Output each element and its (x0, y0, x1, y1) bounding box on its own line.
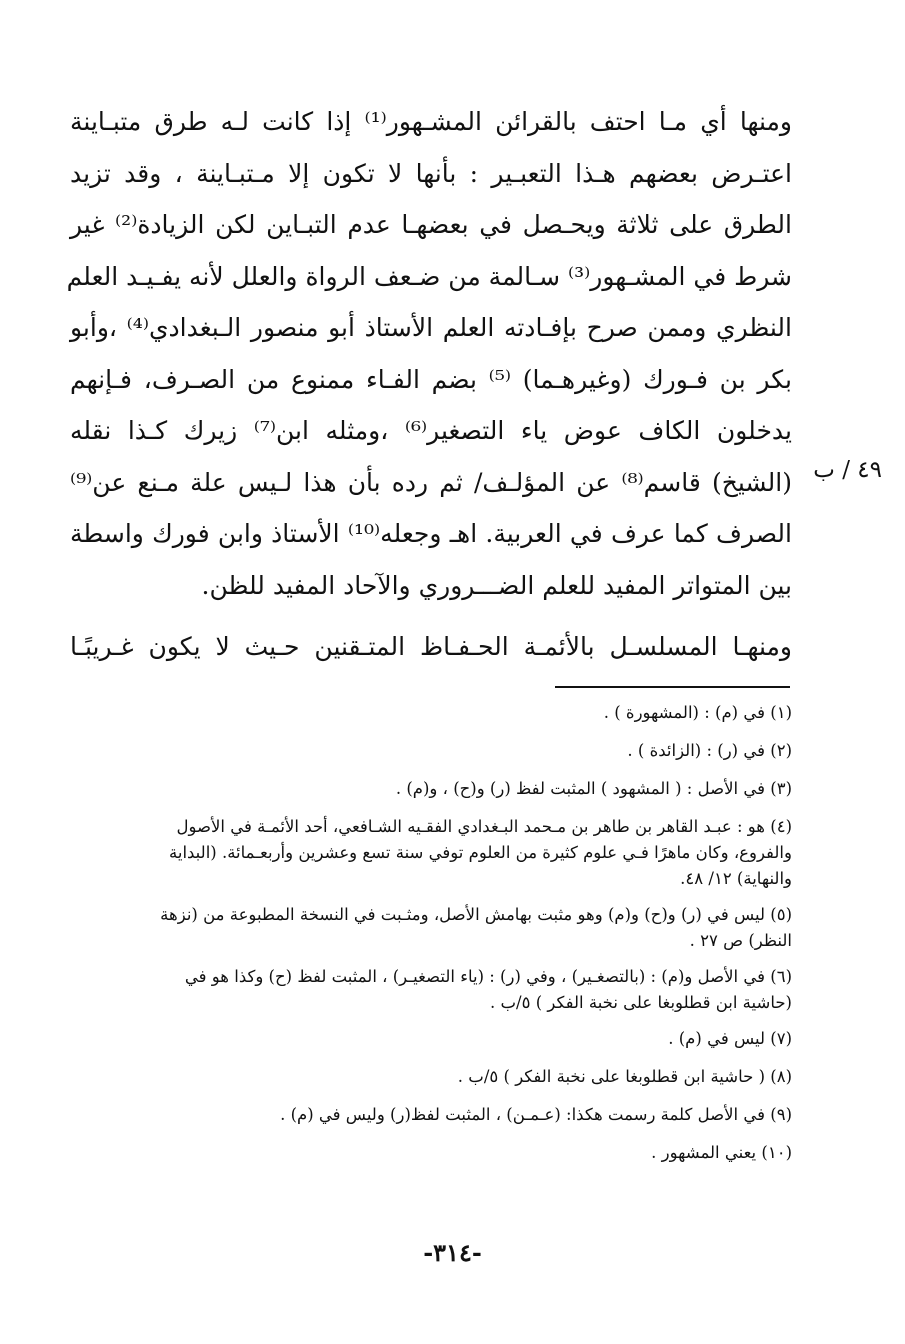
footnote (70, 1064, 792, 1090)
text-line: الصرف كما عرف في العربية. اهـ وجعله⁽¹⁰⁾ الأستاذ وابن فورك واسطة (70, 519, 792, 548)
footnote (70, 700, 792, 726)
paragraph-2 (70, 621, 792, 673)
page-number: -٣١٤- (423, 1238, 482, 1267)
footnote (70, 902, 792, 954)
footnote (70, 1102, 792, 1128)
footnote-line: والفروع، وكان ماهرًا فـي علوم كثيرة من العلوم توفي سنة تسع وعشرين وأربعـمائة. (البداية (169, 843, 792, 862)
footnote (70, 1140, 792, 1166)
folio-margin-note: ٤٩ / ب (813, 457, 882, 483)
footnote-line: (١) في (م) : (المشهورة ) . (603, 703, 792, 722)
text-line: يدخلون الكاف عوض ياء التصغير⁽⁶⁾ ،ومثله ابن⁽⁷⁾ زيرك كـذا نقله (70, 416, 792, 445)
text-line: ومنها أي مـا احتف بالقرائن المشـهور⁽¹⁾ إذا كانت لـه طرق متبـاينة (70, 107, 792, 136)
footnote-line: (٧) ليس في (م) . (668, 1029, 792, 1048)
footnote (70, 776, 792, 802)
footnote-line: النظر) ص ٢٧ . (689, 931, 792, 950)
text-line: بكر بن فـورك (وغيرهـما) ⁽⁵⁾ بضم الفـاء ممنوع من الصـرف، فـإنهم (70, 364, 792, 394)
text-line: الطرق على ثلاثة ويحـصل في بعضهـا عدم التبـاين لكن الزيادة⁽²⁾ غير (70, 210, 793, 239)
text-line: النظري وممن صرح بإفـادته العلم الأستاذ أبو منصور الـبغدادي⁽⁴⁾ ،وأبو (70, 313, 792, 342)
footnote-line: (٤) هو : عبـد القاهر بن طاهر بن مـحمد البـغدادي الفقـيه الشـافعي، أحد الأئمـة في الأصول (176, 817, 792, 836)
footnote-line: والنهاية) ١٢/ ٤٨. (680, 869, 792, 888)
footnote-line: (حاشية ابن قطلوبغا على نخبة الفكر ) ٥/ب . (490, 993, 792, 1012)
footnote-line: (٥) ليس في (ر) و(ح) و(م) وهو مثبت بهامش الأصل، ومثـبت في النسخة المطبوعة من (نزهة (160, 905, 792, 924)
footnote (70, 1026, 792, 1052)
footnote-line: (٨) ( حاشية ابن قطلوبغا على نخبة الفكر ) ٥/ب . (457, 1067, 792, 1086)
footnote-line: (٢) في (ر) : (الزائدة ) . (627, 741, 792, 760)
text-line: (الشيخ) قاسم⁽⁸⁾ عن المؤلـف/ ثم رده بأن هذا لـيس علة مـنع عن⁽⁹⁾ (70, 467, 792, 497)
text-line: بين المتواتر المفيد للعلم الضـــروري والآحاد المفيد للظن. (201, 570, 792, 600)
text-line: ومنهـا المسلسـل بالأئمـة الحـفـاظ المتـقنين حـيث لا يكون غـريبًـا (70, 632, 792, 661)
footnote-line: (٩) في الأصل كلمة رسمت هكذا: (عـمـن) ، المثبت لفظ(ر) وليس في (م) . (280, 1105, 792, 1124)
footnote (70, 814, 792, 892)
footnote (70, 738, 792, 764)
text-line: اعتـرض بعضهم هـذا التعبـير : بأنها لا تكون إلا مـتبـاينة ، وقد تزيد (70, 158, 792, 188)
footnote-line: (٦) في الأصل و(م) : (بالتصغـير) ، وفي (ر) : (ياء التصغيـر) ، المثبت لفظ (ح) وكذا هو في (184, 967, 792, 986)
footnote-line: (١٠) يعني المشهور . (651, 1143, 792, 1162)
text-line: شرط في المشـهور⁽³⁾ سـالمة من ضـعف الرواة والعلل لأنه يفـيـد العلم (66, 261, 792, 291)
footnote-line: (٣) في الأصل : ( المشهود ) المثبت لفظ (ر) و(ح) ، و(م) . (395, 779, 792, 798)
footnotes (70, 700, 792, 1178)
footnote-separator (555, 686, 790, 688)
main-text (66, 96, 793, 673)
footnote (70, 964, 792, 1016)
paragraph-1 (66, 96, 793, 611)
